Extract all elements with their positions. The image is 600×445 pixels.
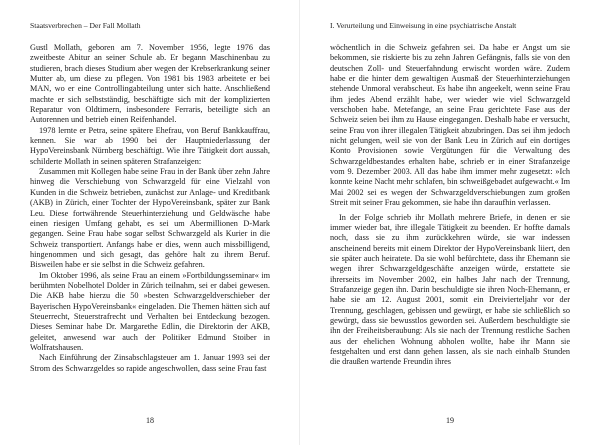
running-head: I. Verurteilung und Einweisung in eine psychiatrische Anstalt xyxy=(330,21,517,30)
paragraph: wöchentlich in die Schweiz gefahren sei. Da habe er Angst um sie bekommen, sie riskierte bis zu zehn Jahren Gefängnis, falls sie von den deutschen Zoll- und Steuerfahndung erwischt worden wäre. Zudem habe er die hinter dem gewaltigen Ausmaß der Steuerhinterziehungen stehende Unmoral verabscheut. Es habe ihn angeekelt, wenn seine Frau ihm jedes Abend erzählt habe, wer wieder wie viel Schwarzgeld verschoben habe. Metefange, an seine Frau gerichtete Fase aus der Schweiz seien bei ihm zu Hause eingegangen. Deshalb habe er versucht, seine Frau von ihrer illegalen Tätigkeit abzubringen. Das sei ihm jedoch nicht gelungen, weil sie von der Bank Leu in Zürich auf ein dortiges Konto Provisionen sowie Vergütungen für die Verwaltung des Schwarzgeldbestandes erhalten habe, schrieb er in einer Strafanzeige vom 9. Dezember 2003. All das habe ihm immer mehr zugesetzt: »Ich konnte keine Nacht mehr schlafen, bin schweißgebadet aufgewacht.« Im Mai 2002 sei es wegen der Schwarzgeldverschiebungen zum großen Streit mit seiner Frau gekommen, sie habe ihn daraufhin verlassen. xyxy=(330,43,570,208)
paragraph: In der Folge schrieb ihr Mollath mehrere Briefe, in denen er sie immer wieder bat, ihre illegale Tätigkeit zu beenden. Er hoffte damals noch, dass sie zu ihm zurückkehren würde, sie war indessen anscheinend bereits mit einem Direktor der HypoVereinsbank liiert, den sie später auch heiratete. Da sie wohl befürchtete, dass ihr Ehemann sie wegen ihrer Schwarzgeldgeschäfte anzeigen würde, erstattete sie ihrerseits im November 2002, ein halbes Jahr nach der Trennung, Strafanzeige gegen ihn. Darin beschuldigte sie ihren Noch-Ehemann, er habe sie am 12. August 2001, somit ein Dreivierteljahr vor der Trennung, geschlagen, gebissen und gewürgt, er habe sie schließlich so gewürgt, dass sie bewusstlos geworden sei. Außerdem beschuldigte sie ihn der Freiheitsberaubung: Als sie nach der Trennung restliche Sachen aus der ehelichen Wohnung abholen wollte, habe ihr Mann sie festgehalten und erst dann gehen lassen, als sie nach einhalb Stunden die draußen wartende Freundin ihres xyxy=(330,212,570,367)
page-number: 18 xyxy=(146,416,154,425)
paragraph: Nach Einführung der Zinsabschlagsteuer am 1. Januar 1993 sei der Strom des Schwarzgeldes so rapide angeschwollen, dass seine Frau fast xyxy=(30,353,270,373)
paragraph: 1978 lernte er Petra, seine spätere Ehefrau, von Beruf Bankkauffrau, kennen. Sie war ab 1990 bei der Hauptniederlassung der HypoVereinsbank Nürnberg beschäftigt. Wie ihre Tätigkeit dort aussah, schilderte Mollath in seinen späteren Strafanzeigen: xyxy=(30,125,270,166)
running-head: Staatsverbrechen – Der Fall Mollath xyxy=(30,21,141,30)
paragraph: Gustl Mollath, geboren am 7. November 1956, legte 1976 das zweitbeste Abitur an seiner Schule ab. Er begann Maschinenbau zu studieren, brach dieses Studium aber wegen der Krebserkrankung seiner Mutter ab, um diese zu pflegen. Von 1981 bis 1983 arbeitete er bei MAN, wo er eine Controllingabteilung unter sich hatte. Anschließend machte er sich selbstständig, beschäftigte sich mit der komplizierten Reparatur von Oldtimern, insbesondere Ferraris, beteiligte sich an Autorennen und betrieb einen Reifenhandel. xyxy=(30,43,270,125)
paragraph: Zusammen mit Kollegen habe seine Frau in der Bank über zehn Jahre hinweg die Verschiebung von Schwarzgeld für eine Vielzahl von Kunden in die Schweiz betrieben, zunächst zur Anlage- und Kreditbank (AKB) in Zürich, einer Tochter der HypoVereinsbank, später zur Bank Leu. Diese fortwährende Steuerhinterziehung und Geldwäsche habe einen riesigen Umfang gehabt, es sei um Abermillionen D-Mark gegangen. Seine Frau habe sogar selbst Schwarzgeld als Kurier in die Schweiz transportiert. Anfangs habe er dies, wenn auch missbilligend, hingenommen und sich gesagt, das gehöre halt zu ihrem Beruf. Bisweilen habe er sie selbst in die Schweiz gefahren. xyxy=(30,167,270,270)
page-body-left xyxy=(30,43,270,374)
page-body-right xyxy=(330,43,570,368)
paragraph: Im Oktober 1996, als seine Frau an einem »Fortbildungsseminar« im berühmten Nobelhotel Dolder in Zürich teilnahm, sei er dabei gewesen. Die AKB habe hierzu die 50 »besten Schwarzgeldverschieber der Bayerischen HypoVereinsbank« eingeladen. Die Themen hätten sich auf Steuerrecht, Steuerstrafrecht und Verhalten bei Entdeckung bezogen. Dieses Seminar habe Dr. Margarethe Edlin, die Direktorin der AKB, geleitet, anwesend war auch der Politiker Edmund Stoiber in Wolfratshausen. xyxy=(30,270,270,352)
right-page xyxy=(300,0,600,445)
page-number: 19 xyxy=(446,416,454,425)
